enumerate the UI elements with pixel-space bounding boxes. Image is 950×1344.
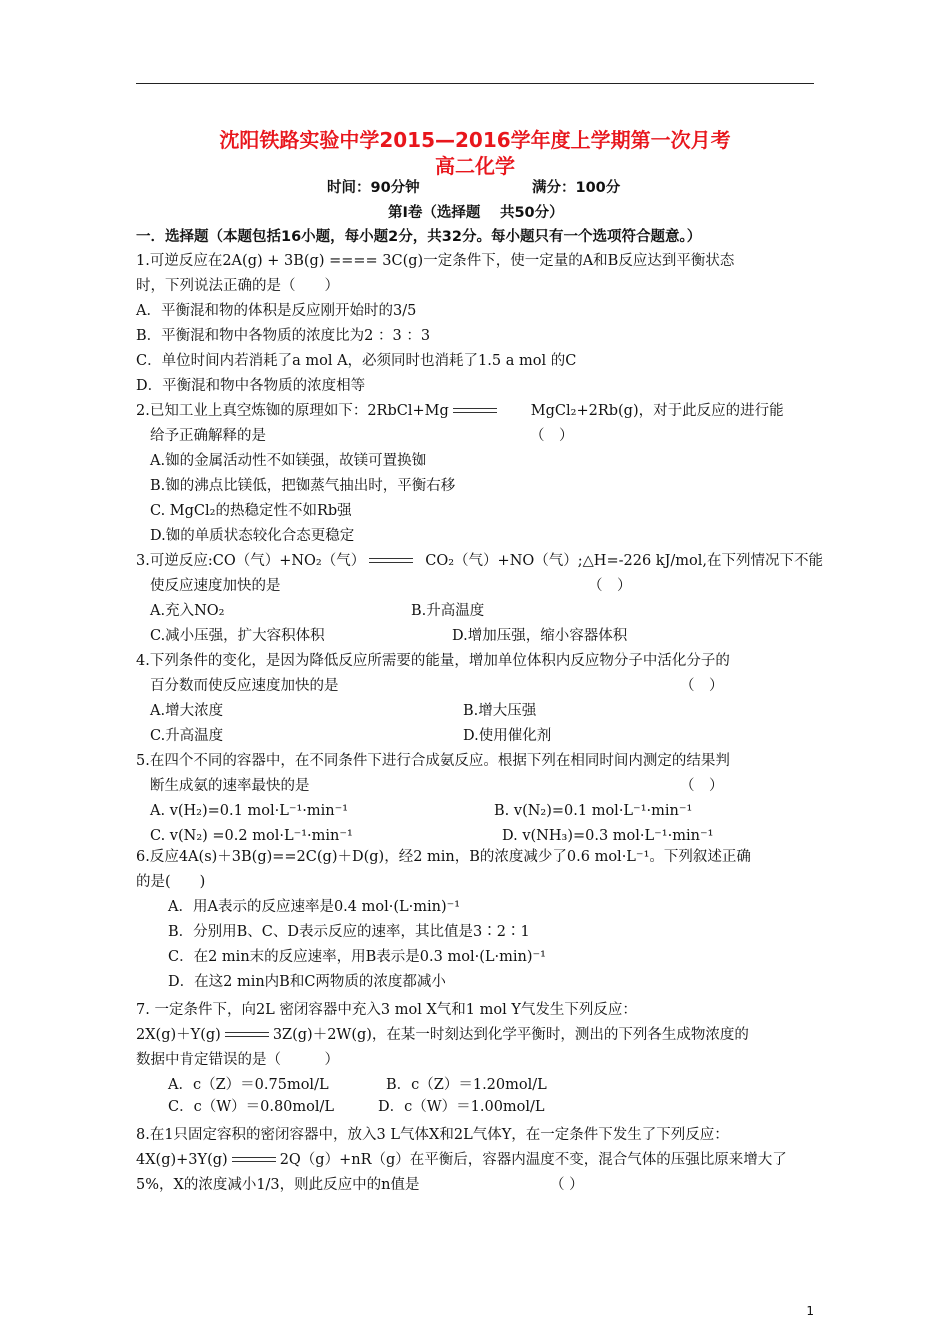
q3-option-b: B.升高温度 bbox=[411, 603, 485, 619]
q2-stem-part1: 2.已知工业上真空炼铷的原理如下：2RbCl+Mg bbox=[136, 403, 449, 419]
q6-stem-line1: 6.反应4A(s)＋3B(g)==2C(g)＋D(g)，经2 min，B的浓度减少了0.6 mol·L⁻¹。下列叙述正确 bbox=[136, 849, 751, 865]
q8-answer-paren: （ ） bbox=[550, 1177, 584, 1193]
equilibrium-arrow-icon bbox=[453, 406, 497, 416]
q4-option-a: A.增大浓度 bbox=[150, 703, 224, 719]
q2-option-d: D.铷的单质状态较化合态更稳定 bbox=[150, 528, 355, 544]
q7-option-a: A．c（Z）＝0.75mol/L bbox=[168, 1077, 329, 1093]
q2-option-a: A.铷的金属活动性不如镁强，故镁可置换铷 bbox=[150, 453, 427, 469]
q4-option-b: B.增大压强 bbox=[463, 703, 537, 719]
q1-option-c: C．单位时间内若消耗了a mol A，必须同时也消耗了1.5 a mol 的C bbox=[136, 353, 577, 369]
q5-answer-paren: （ ） bbox=[680, 778, 724, 794]
q7-stem-part2: 3Z(g)＋2W(g)，在某一时刻达到化学平衡时，测出的下列各生成物浓度的 bbox=[272, 1027, 749, 1043]
equilibrium-arrow-icon bbox=[232, 1155, 276, 1165]
q3-stem-part2: CO₂（气）+NO（气）;△H=-226 kJ/mol,在下列情况下不能 bbox=[425, 553, 823, 569]
exam-time: 时间：90分钟 bbox=[327, 180, 420, 196]
q6-option-a: A．用A表示的反应速率是0.4 mol·(L·min)⁻¹ bbox=[168, 899, 461, 915]
q5-option-d: D. v(NH₃)=0.3 mol·L⁻¹·min⁻¹ bbox=[502, 828, 714, 844]
q3-option-c: C.减小压强，扩大容积体积 bbox=[150, 628, 325, 644]
q2-stem-line1 bbox=[136, 402, 784, 420]
q4-stem-line1: 4.下列条件的变化，是因为降低反应所需要的能量，增加单位体积内反应物分子中活化分子的 bbox=[136, 653, 730, 669]
q4-option-c: C.升高温度 bbox=[150, 728, 224, 744]
q5-stem-line1: 5.在四个不同的容器中，在不同条件下进行合成氨反应。根据下列在相同时间内测定的结果判 bbox=[136, 753, 730, 769]
q7-stem-line3: 数据中肯定错误的是（ ） bbox=[136, 1052, 339, 1068]
q4-answer-paren: （ ） bbox=[680, 678, 724, 694]
q7-option-c: C．c（W）＝0.80mol/L bbox=[168, 1099, 335, 1115]
page-number: 1 bbox=[806, 1304, 814, 1318]
q7-option-d: D．c（W）＝1.00mol/L bbox=[378, 1099, 545, 1115]
q2-stem-part2: MgCl₂+2Rb(g)，对于此反应的进行能 bbox=[530, 403, 784, 419]
q7-stem-line2 bbox=[136, 1026, 749, 1044]
q6-option-b: B．分别用B、C、D表示反应的速率，其比值是3∶2∶1 bbox=[168, 924, 530, 940]
q3-option-d: D.增加压强，缩小容器体积 bbox=[452, 628, 628, 644]
q5-option-c: C. v(N₂) =0.2 mol·L⁻¹·min⁻¹ bbox=[150, 828, 353, 844]
q1-option-a: A．平衡混和物的体积是反应刚开始时的3/5 bbox=[136, 303, 417, 319]
exam-title: 沈阳铁路实验中学2015—2016学年度上学期第一次月考 bbox=[219, 128, 731, 152]
q8-stem-line2 bbox=[136, 1151, 787, 1169]
equilibrium-arrow-icon bbox=[225, 1030, 269, 1040]
q8-stem-part2: 2Q（g）+nR（g）在平衡后，容器内温度不变，混合气体的压强比原来增大了 bbox=[279, 1152, 787, 1168]
q8-stem-line3: 5%，X的浓度减小1/3，则此反应中的n值是 bbox=[136, 1177, 420, 1193]
section-heading: 第Ⅰ卷（选择题 共50分） bbox=[388, 205, 564, 221]
q2-answer-paren: （ ） bbox=[530, 428, 574, 444]
q5-option-a: A. v(H₂)=0.1 mol·L⁻¹·min⁻¹ bbox=[150, 803, 349, 819]
q4-stem-line2: 百分数而使反应速度加快的是 bbox=[150, 678, 339, 694]
q3-answer-paren: （ ） bbox=[588, 578, 632, 594]
q6-stem-line2: 的是( ) bbox=[136, 874, 206, 890]
q3-stem-line2: 使反应速度加快的是 bbox=[150, 578, 281, 594]
q7-option-b: B．c（Z）＝1.20mol/L bbox=[386, 1077, 547, 1093]
q5-option-b: B. v(N₂)=0.1 mol·L⁻¹·min⁻¹ bbox=[494, 803, 693, 819]
part-heading: 一．选择题（本题包括16小题，每小题2分，共32分。每小题只有一个选项符合题意。） bbox=[136, 229, 702, 245]
q3-option-a: A.充入NO₂ bbox=[150, 603, 225, 619]
q1-stem-line1: 1.可逆反应在2A(g) + 3B(g) ==== 3C(g)一定条件下，使一定量的A和B反应达到平衡状态 bbox=[136, 253, 735, 269]
q2-option-c: C. MgCl₂的热稳定性不如Rb强 bbox=[150, 503, 352, 519]
q7-stem-part1: 2X(g)＋Y(g) bbox=[136, 1027, 221, 1043]
q5-stem-line2: 断生成氨的速率最快的是 bbox=[150, 778, 310, 794]
equilibrium-arrow-icon bbox=[369, 556, 413, 566]
q8-stem-line1: 8.在1只固定容积的密闭容器中，放入3 L气体X和2L气体Y，在一定条件下发生了下列反应： bbox=[136, 1127, 729, 1143]
q2-option-b: B.铷的沸点比镁低，把铷蒸气抽出时，平衡右移 bbox=[150, 478, 456, 494]
header-rule bbox=[136, 83, 814, 84]
q3-stem-part1: 3.可逆反应:CO（气）+NO₂（气） bbox=[136, 553, 366, 569]
q2-stem-line2: 给予正确解释的是 bbox=[150, 428, 266, 444]
q4-option-d: D.使用催化剂 bbox=[463, 728, 552, 744]
q1-stem-line2: 时，下列说法正确的是（ ） bbox=[136, 278, 339, 294]
q6-option-c: C．在2 min末的反应速率，用B表示是0.3 mol·(L·min)⁻¹ bbox=[168, 949, 546, 965]
q8-stem-part1: 4X(g)+3Y(g) bbox=[136, 1152, 228, 1168]
q3-stem-line1 bbox=[136, 552, 823, 570]
subject-title: 高二化学 bbox=[435, 154, 515, 178]
q1-option-d: D．平衡混和物中各物质的浓度相等 bbox=[136, 378, 366, 394]
q1-option-b: B．平衡混和物中各物质的浓度比为2 ：3 ：3 bbox=[136, 328, 431, 344]
exam-score: 满分：100分 bbox=[532, 180, 621, 196]
q7-stem-line1: 7. 一定条件下，向2L 密闭容器中充入3 mol X气和1 mol Y气发生下列反应： bbox=[136, 1002, 637, 1018]
q6-option-d: D．在这2 min内B和C两物质的浓度都减小 bbox=[168, 974, 446, 990]
